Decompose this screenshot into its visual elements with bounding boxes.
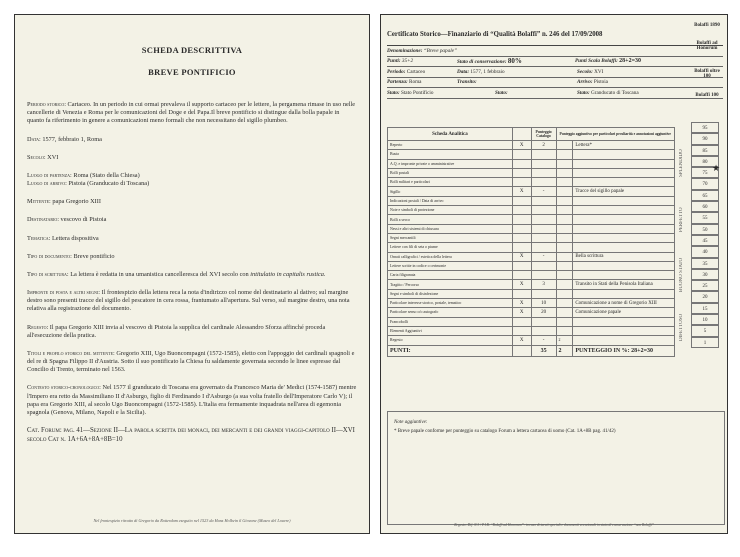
cell-note: Transito in Stati della Penisola Italiana — [573, 280, 675, 289]
cell-score — [531, 206, 556, 215]
punti-total-row — [388, 345, 725, 356]
periodo-row: Periodo: Cartaceo Data: 1577, 1 febbraio Secolo: XVI — [387, 67, 723, 78]
cell-score — [531, 261, 556, 270]
cell-x — [512, 233, 531, 242]
cell-x: X — [512, 280, 531, 289]
table-row — [388, 243, 725, 252]
header-punteggio: Punteggio Catalogo — [531, 128, 556, 141]
cell-note: Comunicazione a nome di Gregorio XIII — [573, 299, 675, 308]
table-header-row — [388, 128, 725, 141]
periodo-paragraph: Periodo storico: Cartaceo. In un periodo in cui ormai prevaleva il supporto cartaceo per le lettere, la pergamena rimase in uso nelle cancellerie di Venezia e Roma per le comunicazioni del Doge e del Papa.Il breve pontificio si distingue dalla bolla papale in quanto fa riferimento in genere a comunicazioni meno formali che non necessitano del sigillo plumbeo. — [27, 101, 356, 125]
cell-label: Segni e simboli di disinfezione — [388, 289, 513, 298]
cell-extra — [556, 206, 573, 215]
right-footer-caption: Regesto: Dif. N.3 / P.I.B. “Bolaffi ad Honorum”: in caso di tarati speciali e documenti eccezionali in stato di conservazione “non Bolaffi” — [454, 523, 654, 527]
category-difettoso: DIFETTOSO — [679, 313, 684, 341]
table-row — [388, 261, 725, 270]
cell-score: - — [531, 187, 556, 196]
cell-extra — [556, 159, 573, 168]
cell-note — [573, 206, 675, 215]
table-row — [388, 224, 725, 233]
cell-score: 10 — [531, 299, 556, 308]
cell-label: Indicazioni postali / Data di arrivo — [388, 196, 513, 205]
cell-score — [531, 215, 556, 224]
cell-label: Busta — [388, 150, 513, 159]
table-row — [388, 159, 725, 168]
cell-score: - — [531, 336, 556, 345]
cell-x — [512, 168, 531, 177]
category-buono-stato: BUONO STATO — [679, 257, 684, 293]
cell-label: Nessi e altri sistemi di chiusura — [388, 224, 513, 233]
cell-extra — [556, 215, 573, 224]
table-row — [388, 317, 725, 326]
cell-extra — [556, 233, 573, 242]
table-row — [388, 187, 725, 196]
table-row — [388, 308, 725, 317]
cell-score — [531, 168, 556, 177]
mittente-line: Mittente: papa Gregorio XIII — [27, 198, 101, 206]
certificate-header — [387, 23, 723, 99]
scale-cell: 35 — [691, 258, 719, 269]
cell-note — [573, 271, 675, 280]
cell-punteggio-label: PUNTEGGIO IN %: 28+2=30 — [573, 345, 675, 356]
page-title: SCHEDA DESCRITTIVA — [141, 45, 243, 55]
right-page — [380, 14, 728, 534]
scrittura-paragraph: Tipo di scrittura: La lettera è redatta in una umanistica cancelleresca del XVI secolo con intitulatio in capitalis rustica. — [27, 270, 326, 278]
cell-x — [512, 224, 531, 233]
secolo-line: Secolo: XVI — [27, 153, 59, 161]
cell-label: Ornati calligrafici / estetica della lettera — [388, 252, 513, 261]
bolaffi-honorum-cell: Bolaffi ad Honorum — [696, 41, 718, 51]
cell-label: Sigillo — [388, 187, 513, 196]
cell-extra — [556, 150, 573, 159]
cell-extra — [556, 308, 573, 317]
quality-scale — [691, 122, 719, 348]
left-page — [14, 14, 370, 534]
cell-extra — [556, 280, 573, 289]
destinatario-line: Destinatario: vescovo di Pistoia — [27, 216, 107, 224]
scale-cell: 10 — [691, 314, 719, 325]
scale-cell: 5 — [691, 325, 719, 336]
table-row — [388, 289, 725, 298]
page-subtitle: BREVE PONTIFICIO — [148, 67, 236, 77]
cell-label: Carta filigranata — [388, 271, 513, 280]
cell-score — [531, 289, 556, 298]
cell-note — [573, 317, 675, 326]
cell-extra — [556, 326, 573, 335]
notes-text: * Breve papale conforme per punteggio su catalogo Forum a lettera cartacea di uomo (Cat. 1A+8B pag. 41/42) — [394, 429, 616, 434]
cell-x — [512, 159, 531, 168]
cell-score — [531, 317, 556, 326]
bolaffi-100-cell: Bolaffi 100 — [695, 93, 719, 98]
cell-score: 2 — [531, 141, 556, 150]
cell-x — [512, 196, 531, 205]
cell-note — [573, 261, 675, 270]
cell-note — [573, 289, 675, 298]
star-icon: ★ — [712, 163, 721, 173]
cell-x: X — [512, 252, 531, 261]
header-aggiuntivo: Punteggio aggiuntivo per particolari peculiarità e annotazioni aggiuntive — [556, 128, 674, 141]
cell-x — [512, 178, 531, 187]
cell-score — [531, 159, 556, 168]
cell-extra — [556, 317, 573, 326]
category-splendido: SPLENDIDO — [679, 149, 684, 177]
cell-extra: 2 — [556, 336, 573, 345]
cell-x — [512, 215, 531, 224]
cell-x — [512, 289, 531, 298]
data-line: Data: 1577, febbraio 1, Roma — [27, 135, 102, 143]
cell-label: Tragitto / Percorso — [388, 280, 513, 289]
table-row — [388, 206, 725, 215]
cat-forum-paragraph: Cat. Forum: pag. 41—Sezione II—La parola scritta dei monaci, dei mercanti e dei grandi viaggi-capitolo II—XVI secolo Cat n. 1A+6A+8A+8B=10 — [27, 427, 355, 443]
table-row — [388, 299, 725, 308]
scale-cell: 95 — [691, 122, 719, 133]
cell-x — [512, 243, 531, 252]
cell-label: Particolare interesse storico, postale, tematico — [388, 299, 513, 308]
cell-note: Lettera* — [573, 141, 675, 150]
cell-extra — [556, 289, 573, 298]
cell-x — [512, 271, 531, 280]
regesto-paragraph: Regesto: Il papa Gregorio XIII invia al vescovo di Pistoia la supplica del cardinale Alessandro Sforza affinché proceda all'esecuzione della pratica. — [27, 323, 326, 339]
cell-x: X — [512, 187, 531, 196]
category-perfetto: PERFETTO — [679, 207, 684, 233]
cell-x: X — [512, 299, 531, 308]
tipo-documento-line: Tipo di documento: Breve pontificio — [27, 252, 115, 260]
scale-cell: 55 — [691, 212, 719, 223]
scale-cell: 15 — [691, 303, 719, 314]
cell-score: 3 — [531, 280, 556, 289]
cell-extra — [556, 224, 573, 233]
cell-extra — [556, 196, 573, 205]
partenza-line: Luogo di partenza: Roma (Stato della Chiesa) — [27, 171, 140, 179]
table-row — [388, 215, 725, 224]
cell-label: Lettere scritte in codice o cerimonie — [388, 261, 513, 270]
table-row — [388, 336, 725, 345]
impronte-paragraph: Impronte di posta e altri segni: Il frontespizio della lettera reca la nota d'indirizzo col nome del destinatario al dativo; sul margine destro sono presenti tracce del sigillo del pescatore in cera rossa, frantumato all'apertura. Sul verso, sul margine destro, una nota relativa alla registrazione del documento. — [27, 289, 350, 313]
table-row — [388, 280, 725, 289]
cell-note — [573, 159, 675, 168]
cell-note — [573, 215, 675, 224]
certificate-title: Certificato Storico—Finanziario di “Qualità Bolaffi” n. 246 del 17/09/2008 — [387, 30, 603, 38]
cell-note: Comunicazione papale — [573, 308, 675, 317]
cell-note — [573, 196, 675, 205]
cell-x — [512, 317, 531, 326]
stato-row: Stato: Stato Pontificio Stato: Stato: Granducato di Toscana — [387, 88, 723, 99]
cell-score — [531, 233, 556, 242]
cell-score — [531, 196, 556, 205]
cell-note — [573, 233, 675, 242]
cell-x — [512, 261, 531, 270]
scale-cell: 90 — [691, 133, 719, 144]
cell-label: Elementi Aggiuntivi — [388, 326, 513, 335]
cell-label: Reperto — [388, 141, 513, 150]
cell-extra — [556, 168, 573, 177]
cell-score — [531, 150, 556, 159]
table-row — [388, 196, 725, 205]
scale-cell: 65 — [691, 190, 719, 201]
notes-box — [387, 411, 725, 525]
cell-punti-total: 35 — [531, 345, 556, 356]
cell-score — [531, 243, 556, 252]
contesto-paragraph: Contesto storico-cronologico: Nel 1577 il granducato di Toscana era governato da Francesco Maria de' Medici (1574-1587) mentre l'Impero era retto da Massimiliano II d'Asburgo, figlio di Ferdinando I d'Asburgo (a sua volta fratello dell'Imperatore Carlo V); il papa era Gregorio XIII, al secolo Ugo Buoncompagni (1572-1585). L'Italia era fermamente inquadrata nell'area di egemonia spagnola (Genova, Milano, Napoli e la Sicilia). — [27, 384, 357, 416]
cell-label: Regesto — [388, 336, 513, 345]
left-footer-caption: Nel frontespizio ritratto di Gregorio da Rotterdam eseguito nel 1523 da Hans Holbein il Giovane (Museo del Louvre) — [93, 518, 291, 523]
cell-punti-row-label: PUNTI: — [388, 345, 513, 356]
cell-punti-extra: 2 — [556, 345, 573, 356]
scale-cell: 40 — [691, 246, 719, 257]
cell-note: Tracce del sigillo papale — [573, 187, 675, 196]
cell-label: Segni mercantili — [388, 233, 513, 242]
cell-label: A.Q. e impronte private o amministrative — [388, 159, 513, 168]
cell-label: Bolli postali — [388, 168, 513, 177]
cell-note — [573, 243, 675, 252]
cell-x: X — [512, 308, 531, 317]
cell-extra — [556, 252, 573, 261]
cell-note — [573, 326, 675, 335]
punti-row: Punti: 35+2 Stato di conservazione: 80% Punti Scala Bolaffi: 28+2=30 — [387, 57, 723, 68]
cell-extra — [556, 243, 573, 252]
scale-cell: 80 — [691, 156, 719, 167]
cell-x: X — [512, 336, 531, 345]
table-row — [388, 150, 725, 159]
cell-extra — [556, 271, 573, 280]
scale-cell: 20 — [691, 291, 719, 302]
table-row — [388, 252, 725, 261]
cell-note — [573, 150, 675, 159]
titoli-paragraph: Titoli e profilo storico del mittente: Gregorio XIII, Ugo Buoncompagni (1572-1585), eletto con l'appoggio dei cardinali spagnoli e del re di Spagna Filippo II d'Austria. Sotto il suo pontificato la Chiesa fu saldamente governata secondo le linee espresse dal Concilio di Trento, terminato nel 1563. — [27, 349, 355, 374]
cell-extra — [556, 187, 573, 196]
scale-cell: 70 — [691, 178, 719, 189]
cell-note — [573, 168, 675, 177]
scale-cell: 60 — [691, 201, 719, 212]
cell-note — [573, 336, 675, 345]
cell-extra — [556, 178, 573, 187]
table-row — [388, 168, 725, 177]
cell-label: Lettere con fili di seta o piume — [388, 243, 513, 252]
scheda-analitica-table — [387, 127, 725, 357]
cell-x: X — [512, 141, 531, 150]
bolaffi-1890-cell: Bolaffi 1890 — [694, 23, 720, 28]
cell-note — [573, 178, 675, 187]
cell-score: - — [531, 252, 556, 261]
tematica-line: Tematica: Lettera dispositiva — [27, 234, 99, 242]
cell-extra — [556, 141, 573, 150]
table-row — [388, 326, 725, 335]
cell-score — [531, 326, 556, 335]
scale-cell: 30 — [691, 269, 719, 280]
cell-label: Bolli militari e particolari — [388, 178, 513, 187]
scale-cell: 1 — [691, 337, 719, 348]
cell-score: 20 — [531, 308, 556, 317]
cell-x — [512, 150, 531, 159]
table-row — [388, 178, 725, 187]
scale-cell: 45 — [691, 235, 719, 246]
table-row — [388, 271, 725, 280]
cell-label: Bolli a secco — [388, 215, 513, 224]
partenza-row: Partenza: Roma Transito: Arrivo: Pistoia — [387, 78, 723, 89]
cell-label: Francobolli — [388, 317, 513, 326]
certificate-title-row — [387, 23, 723, 46]
arrivo-line: Luogo di arrivo: Pistoia (Granducato di Toscana) — [27, 180, 150, 188]
cell-note — [573, 224, 675, 233]
cell-note: Bella scrittura — [573, 252, 675, 261]
notes-label: Note aggiuntive: — [394, 420, 428, 425]
cell-extra — [556, 261, 573, 270]
cell-score — [531, 271, 556, 280]
header-scheda: Scheda Analitica — [388, 128, 513, 141]
table-row — [388, 141, 725, 150]
cell-label: Particolare senso o/o autografo — [388, 308, 513, 317]
cell-label: Note e simboli di protezione — [388, 206, 513, 215]
cell-score — [531, 178, 556, 187]
scale-cell: 25 — [691, 280, 719, 291]
bolaffi-oltre-cell: Bolaffi oltre 100 — [694, 69, 720, 79]
cell-extra — [556, 299, 573, 308]
cell-score — [531, 224, 556, 233]
table-row — [388, 233, 725, 242]
scale-cell: 85 — [691, 145, 719, 156]
scale-cell: 75 — [691, 167, 719, 178]
cell-x — [512, 326, 531, 335]
denominazione-row: Denominazione: “Breve papale” — [387, 46, 723, 57]
scale-cell: 50 — [691, 224, 719, 235]
cell-x — [512, 206, 531, 215]
